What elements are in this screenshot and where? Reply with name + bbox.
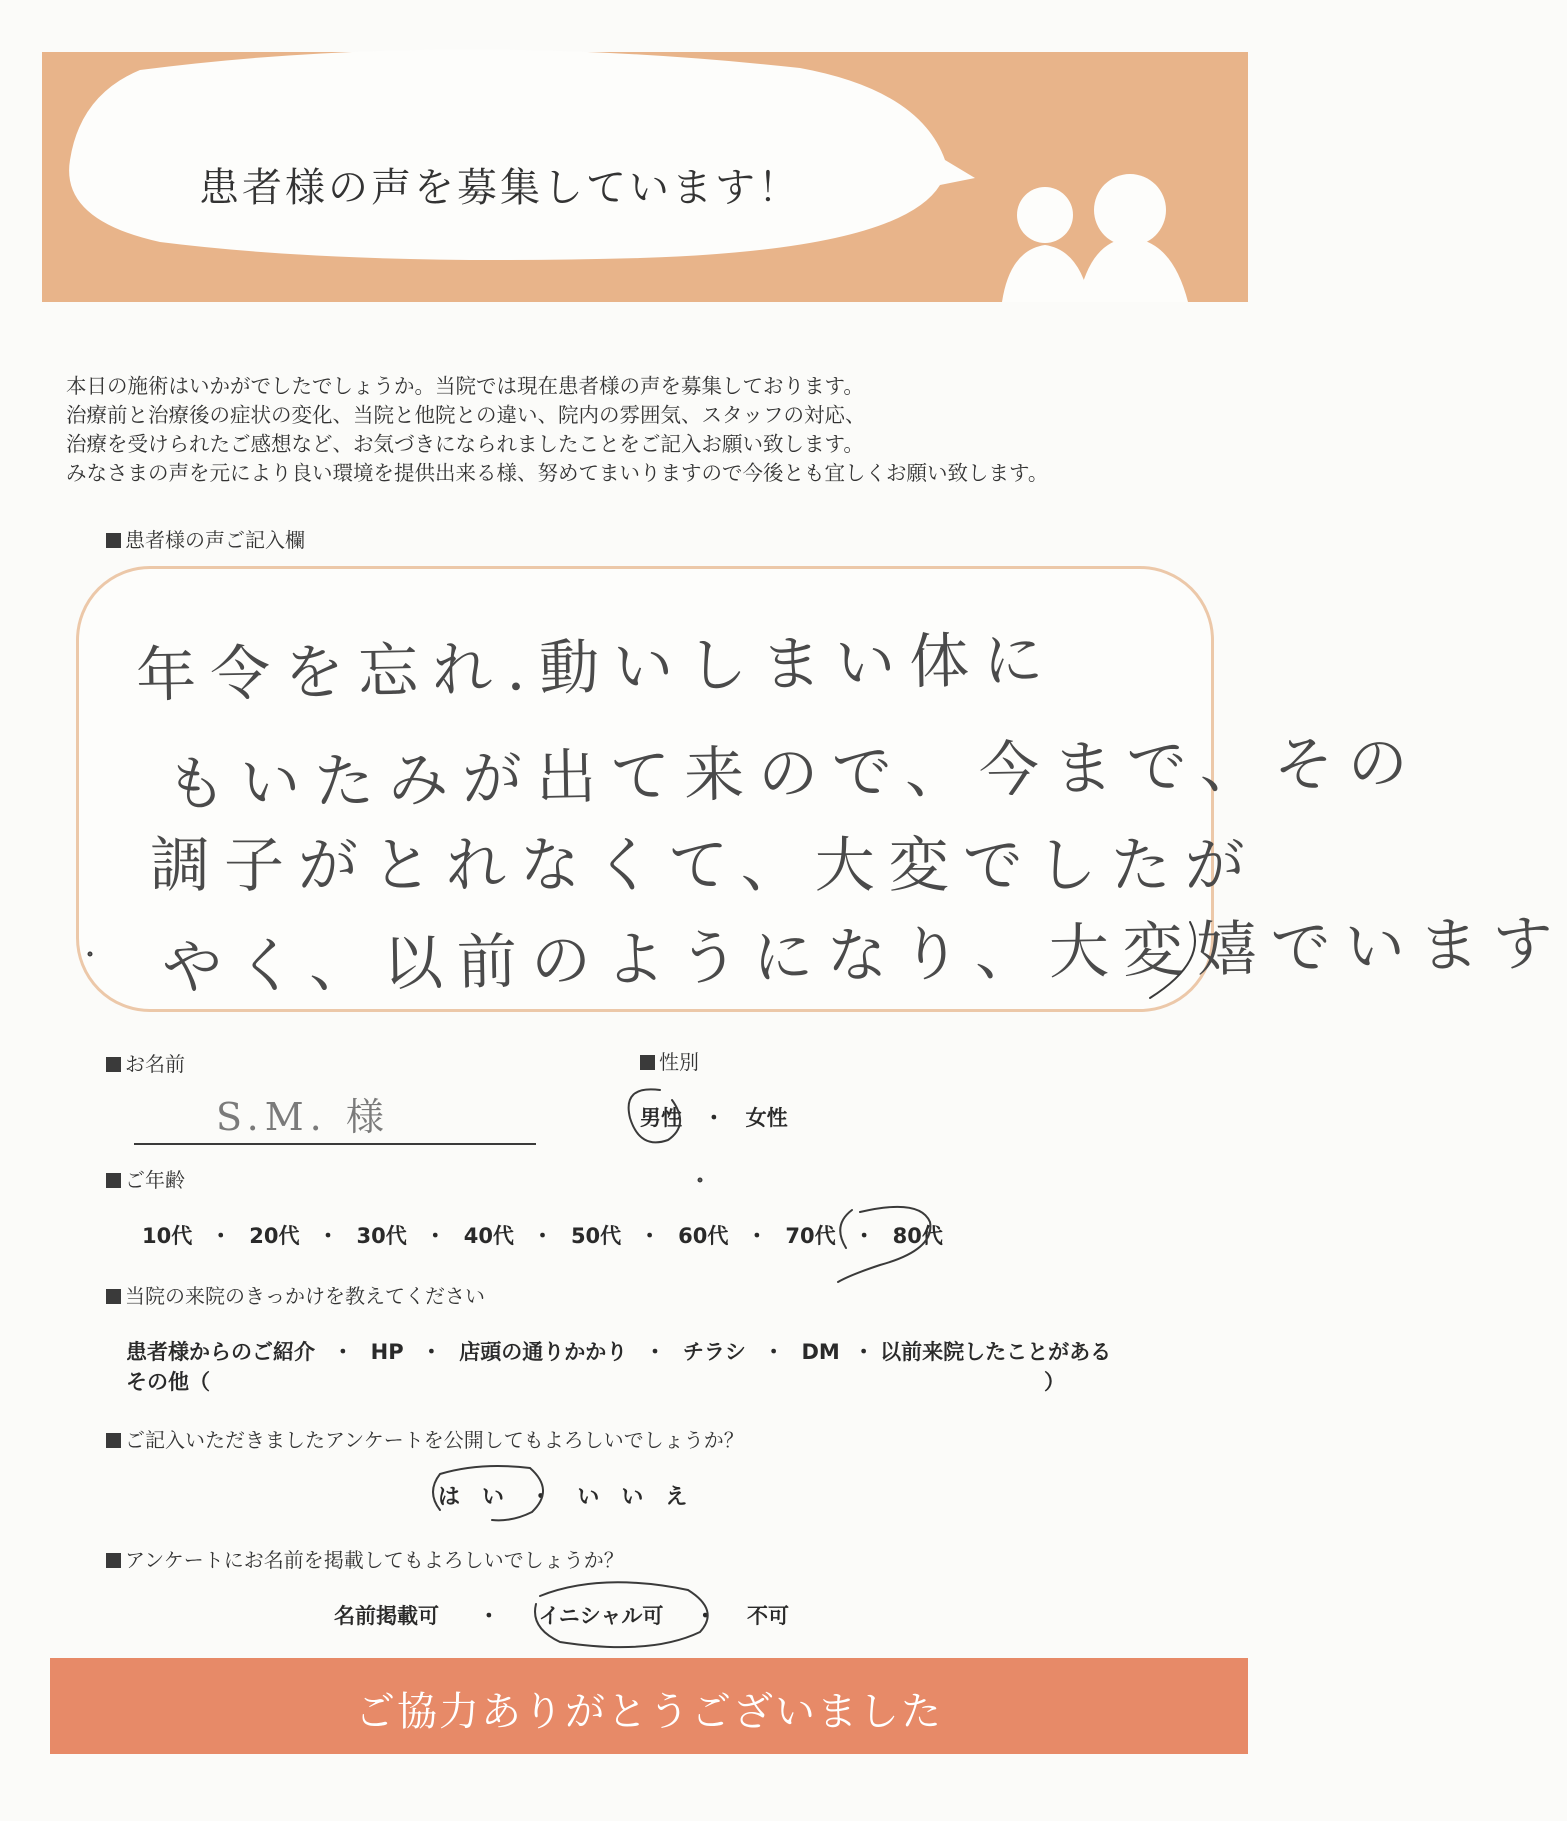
intro-line: 本日の施術はいかがでしたでしょうか。当院では現在患者様の声を募集しております。 xyxy=(66,374,864,398)
trigger-option[interactable]: 患者様からのご紹介 xyxy=(126,1340,315,1364)
publish-options: は い ・ い い え xyxy=(438,1485,688,1510)
name-publish-label: アンケートにお名前を掲載してもよろしいでしょうか？ xyxy=(106,1544,624,1573)
page-title: 患者様の声を募集しています！ xyxy=(199,165,801,211)
bullet-square-icon xyxy=(106,1553,121,1568)
handwritten-line: 年令を忘れ.動いしまい体に xyxy=(135,624,1058,712)
age-options: 10代 ・ 20代 ・ 30代 ・ 40代 ・ 50代 ・ 60代 ・ 70代 ・ 80代 xyxy=(142,1224,943,1248)
speech-bubble xyxy=(69,49,975,260)
handwritten-line: やく、以前のようになり、大変嬉でいます xyxy=(161,908,1567,1004)
intro-line: みなさまの声を元により良い環境を提供出来る様、努めてまいりますので今後とも宜しくお願い致します。 xyxy=(66,461,1049,485)
trigger-options: 患者様からのご紹介 ・ HP ・ 店頭の通りかかり ・ チラシ ・ DM ・ 以前来院したことがある xyxy=(126,1340,1112,1364)
intro-line: 治療前と治療後の症状の変化、当院と他院との違い、院内の雰囲気、スタッフの対応、 xyxy=(66,403,866,427)
publish-no[interactable]: い い え xyxy=(577,1485,688,1510)
intro-line: 治療を受けられたご感想など、お気づきになられましたことをご記入お願い致します。 xyxy=(66,432,864,456)
name-label: お名前 xyxy=(106,1048,185,1077)
bullet-square-icon xyxy=(106,1057,121,1072)
footer-text: ご協力ありがとうございました xyxy=(355,1689,943,1735)
age-option[interactable]: 50代 xyxy=(570,1224,622,1248)
trigger-other[interactable]: その他（ xyxy=(126,1370,210,1394)
gender-label: 性別 xyxy=(640,1046,699,1075)
name-publish-options: 名前掲載可 ・ イニシャル可 ・ 不可 xyxy=(334,1604,789,1628)
bullet-square-icon xyxy=(640,1055,655,1070)
voice-label: 患者様の声ご記入欄 xyxy=(106,524,305,553)
age-option[interactable]: 40代 xyxy=(463,1224,514,1248)
trigger-option[interactable]: チラシ xyxy=(682,1340,746,1364)
bullet-square-icon xyxy=(106,533,121,548)
trigger-option[interactable]: HP xyxy=(370,1340,404,1364)
bullet-square-icon xyxy=(106,1173,121,1188)
age-option[interactable]: 10代 xyxy=(142,1224,193,1248)
handwritten-line: もいたみが出て来ので、今まで、その xyxy=(165,728,1423,820)
name-publish-option-selected[interactable]: イニシャル可 xyxy=(538,1604,664,1628)
publish-label: ご記入いただきましたアンケートを公開してもよろしいでしょうか？ xyxy=(106,1424,744,1453)
gender-options: 男性 ・ 女性 xyxy=(640,1106,788,1130)
name-underline xyxy=(134,1143,536,1145)
age-option-selected[interactable]: 80代 xyxy=(892,1224,943,1248)
name-value: S.M. 様 xyxy=(216,1095,390,1139)
age-option[interactable]: 30代 xyxy=(356,1224,407,1248)
age-option[interactable]: 70代 xyxy=(785,1224,836,1248)
trigger-label: 当院の来院のきっかけを教えてください xyxy=(106,1280,485,1309)
name-publish-option[interactable]: 不可 xyxy=(747,1604,789,1628)
trigger-other-close: ） xyxy=(1044,1370,1065,1394)
trigger-option[interactable]: 以前来院したことがある xyxy=(880,1340,1112,1364)
bullet-square-icon xyxy=(106,1433,121,1448)
age-label: ご年齢 xyxy=(106,1164,185,1193)
trigger-option[interactable]: 店頭の通りかかり xyxy=(459,1340,628,1364)
handwritten-line: 調子がとれなくて、大変でしたが xyxy=(150,831,1259,901)
trigger-option[interactable]: DM xyxy=(801,1340,840,1364)
name-publish-option[interactable]: 名前掲載可 xyxy=(334,1604,439,1628)
people-icon xyxy=(1002,174,1188,302)
gender-option-female[interactable]: 女性 xyxy=(745,1106,788,1130)
age-option[interactable]: 60代 xyxy=(678,1224,729,1248)
intro-text xyxy=(66,372,1226,488)
gender-option-male[interactable]: 男性 xyxy=(640,1106,682,1130)
publish-yes[interactable]: は い xyxy=(438,1485,505,1510)
age-option[interactable]: 20代 xyxy=(249,1224,300,1248)
bullet-square-icon xyxy=(106,1289,121,1304)
